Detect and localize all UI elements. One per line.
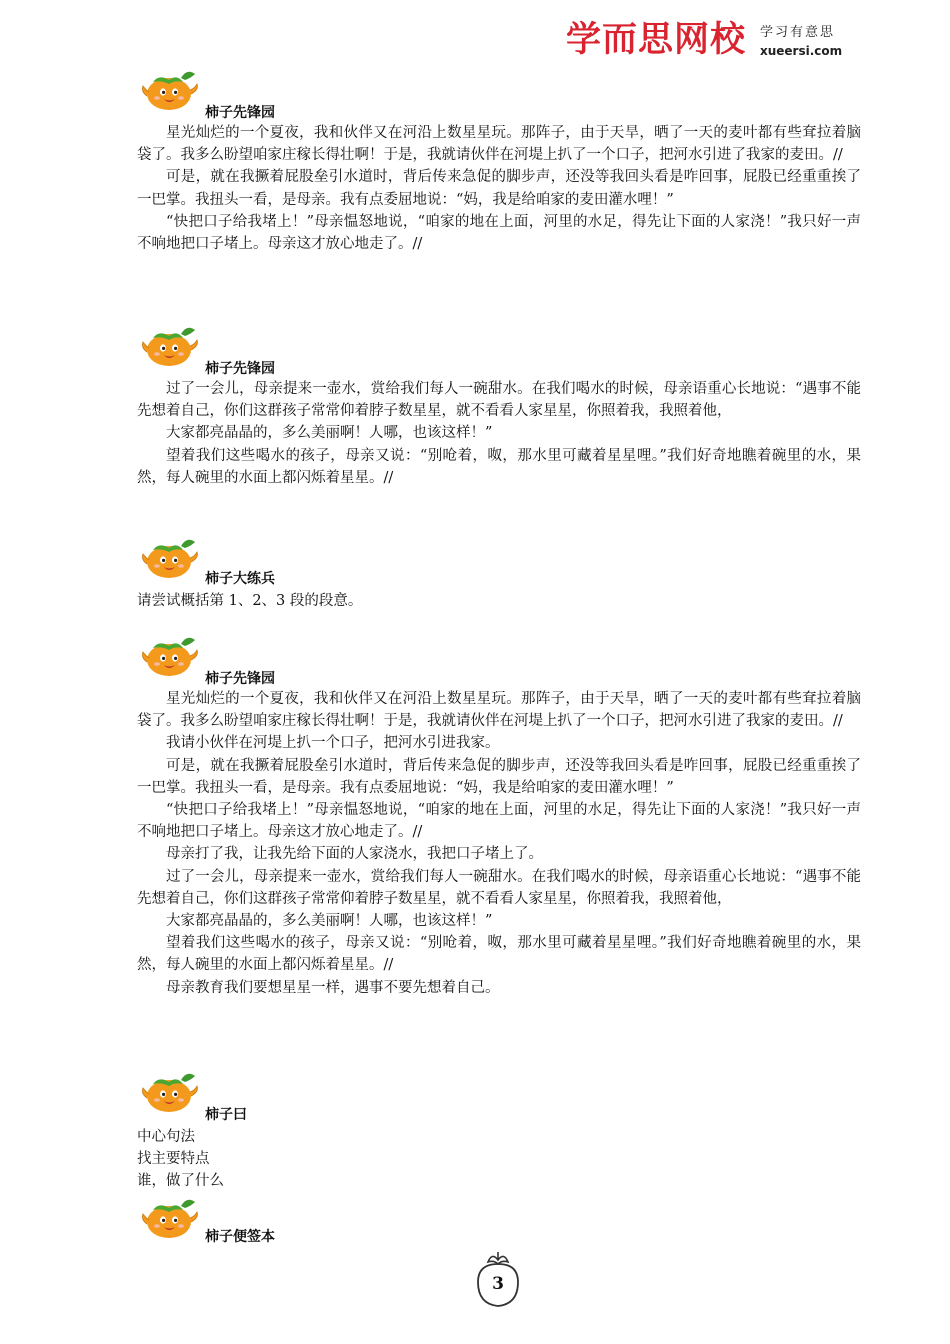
section-body xyxy=(137,1126,861,1193)
paragraph: 过了一会儿，母亲提来一壶水，赏给我们每人一碗甜水。在我们喝水的时候，母亲语重心长地说：“遇事不能先想着自己，你们这群孩子常常仰着脖子数星星，就不看看人家星星，你照着我，我照着他， xyxy=(137,381,861,420)
paragraph-summary: 我请小伙伴在河堤上扒一个口子，把河水引进我家。 xyxy=(166,735,500,752)
section-title: 柿子便签本 xyxy=(205,1229,275,1245)
paragraph: 大家都亮晶晶的，多么美丽啊！人哪，也该这样！” xyxy=(166,425,493,442)
paragraph-summary: 母亲教育我们要想星星一样，遇事不要先想着自己。 xyxy=(166,979,500,996)
paragraph: 过了一会儿，母亲提来一壶水，赏给我们每人一碗甜水。在我们喝水的时候，母亲语重心长地说：“遇事不能先想着自己，你们这群孩子常常仰着脖子数星星，就不看看人家星星，你照着我，我照着他， xyxy=(137,868,861,907)
persimmon-mascot-icon xyxy=(137,322,205,368)
exercise-prompt: 请尝试概括第 1、2、3 段的段意。 xyxy=(137,593,363,609)
logo-slogan: 学习有意思 xyxy=(760,25,836,40)
paragraph: 望着我们这些喝水的孩子，母亲又说：“别呛着，呶，那水里可藏着星星哩。”我们好奇地瞧着碗里的水，果然，每人碗里的水面上都闪烁着星星。// xyxy=(137,935,861,974)
paragraph: 星光灿烂的一个夏夜，我和伙伴又在河沿上数星星玩。那阵子，由于天旱，晒了一天的麦叶都有些耷拉着脑袋了。我多么盼望咱家庄稼长得壮啊！于是，我就请伙伴在河堤上扒了一个口子，把河水引进了我家的麦田。// xyxy=(137,125,861,164)
section-title: 柿子大练兵 xyxy=(205,571,275,587)
persimmon-mascot-icon xyxy=(137,66,205,112)
section-title: 柿子先锋园 xyxy=(205,105,275,121)
paragraph: “快把口子给我堵上！”母亲愠怒地说，“咱家的地在上面，河里的水足，得先让下面的人家浇！”我只好一声不响地把口子堵上。母亲这才放心地走了。// xyxy=(137,802,861,841)
paragraph-summary: 母亲打了我，让我先给下面的人家浇水，我把口子堵上了。 xyxy=(166,846,543,863)
section-title: 柿子曰 xyxy=(205,1107,247,1123)
persimmon-mascot-icon xyxy=(137,534,205,580)
logo-url: xueersi.com xyxy=(760,44,843,58)
paragraph: 可是，就在我撅着屁股垒引水道时，背后传来急促的脚步声，还没等我回头看是咋回事，屁股已经重重挨了一巴掌。我扭头一看，是母亲。我有点委屈地说：“妈，我是给咱家的麦田灌水哩！” xyxy=(137,757,861,796)
paragraph: 望着我们这些喝水的孩子，母亲又说：“别呛着，呶，那水里可藏着星星哩。”我们好奇地瞧着碗里的水，果然，每人碗里的水面上都闪烁着星星。// xyxy=(137,447,861,486)
tip-line: 谁，做了什么 xyxy=(137,1173,224,1190)
persimmon-mascot-icon xyxy=(137,632,205,678)
section-body xyxy=(137,590,861,612)
section-body xyxy=(137,688,861,999)
paragraph: 星光灿烂的一个夏夜，我和伙伴又在河沿上数星星玩。那阵子，由于天旱，晒了一天的麦叶都有些耷拉着脑袋了。我多么盼望咱家庄稼长得壮啊！于是，我就请伙伴在河堤上扒了一个口子，把河水引进了我家的麦田。// xyxy=(137,691,861,730)
paragraph: “快把口子给我堵上！”母亲愠怒地说，“咱家的地在上面，河里的水足，得先让下面的人家浇！”我只好一声不响地把口子堵上。母亲这才放心地走了。// xyxy=(137,213,861,253)
tip-line: 找主要特点 xyxy=(137,1151,210,1168)
section-title: 柿子先锋园 xyxy=(205,671,275,687)
tip-line: 中心句法 xyxy=(137,1129,195,1145)
section-title: 柿子先锋园 xyxy=(205,361,275,377)
paragraph: 大家都亮晶晶的，多么美丽啊！人哪，也该这样！” xyxy=(166,913,493,930)
page-number-badge xyxy=(466,1248,530,1312)
section-body xyxy=(137,378,861,489)
persimmon-mascot-icon xyxy=(137,1194,205,1240)
paragraph: 可是，就在我撅着屁股垒引水道时，背后传来急促的脚步声，还没等我回头看是咋回事，屁股已经重重挨了一巴掌。我扭头一看，是母亲。我有点委屈地说：“妈，我是给咱家的麦田灌水哩！” xyxy=(137,169,861,208)
section-body xyxy=(137,122,861,255)
logo-text: 学而思网校 xyxy=(566,20,747,60)
persimmon-mascot-icon xyxy=(137,1068,205,1114)
page-number: 3 xyxy=(492,1274,504,1294)
school-logo xyxy=(566,20,866,64)
